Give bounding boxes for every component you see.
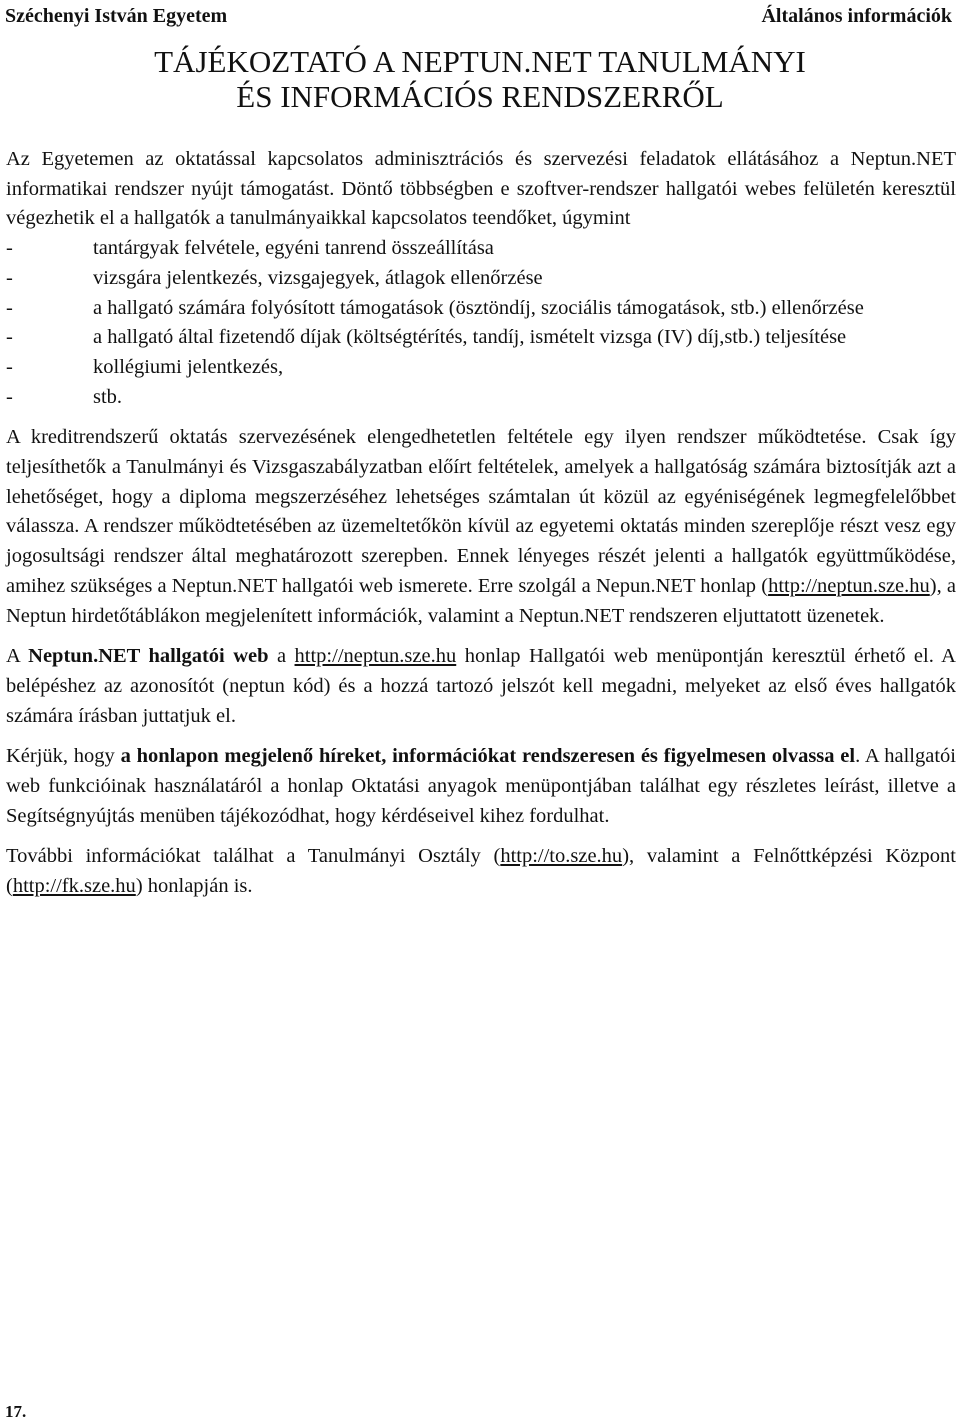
more-info-paragraph: További információkat találhat a Tanulmányi Osztály (http://to.sze.hu), valamint a Felnőttképzési Központ (http://fk.sze.hu) honlapján is. (6, 845, 957, 898)
list-item: - a hallgató számára folyósított támogatások (ösztöndíj, szociális támogatások, stb.) ellenőrzése (6, 296, 864, 319)
credit-system-paragraph: A kreditrendszerű oktatás szervezésének elengedhetetlen feltétele egy ilyen rendszer működtetése. Csak így teljesíthetők a Tanulmányi és Vizsgaszabályzatban előírt feltételek, amelyek a hallgatóság számára biztosítják azt a lehetőséget, hogy a diploma megszerzéséhez lehetséges számtalan út közül az egyéniségének legmegfelelőbbet válassza. A rendszer működtetésében az üzemeltetőkön kívül az egyetemi oktatás minden szereplője részt vesz egy jogosultsági rendszer által meghatározott szerepben. Ennek lényeges részét jelenti a hallgatók együttműködése, amihez szükséges a Neptun.NET hallgatói web ismerete. Erre szolgál a Nepun.NET honlap (http://neptun.sze.hu), a Neptun hirdetőtáblákon megjelenített információk, valamint a Neptun.NET rendszeren eljuttatott üzenetek. (6, 426, 956, 627)
list-item: - stb. (6, 385, 123, 408)
to-link[interactable]: http://to.sze.hu (500, 845, 623, 868)
neptun-link[interactable]: http://neptun.sze.hu (768, 574, 930, 597)
page-number: 17. (5, 1402, 27, 1421)
access-paragraph: A Neptun.NET hallgatói web a http://neptun.sze.hu honlap Hallgatói web menüpontján keresztül érhető el. A belépéshez az azonosítót (neptun kód) és a hozzá tartozó jelszót kell megadni, melyeket az első éves hallgatók számára írásban juttatjuk el. (6, 645, 956, 727)
title-line-2: ÉS INFORMÁCIÓS RENDSZERRŐL (236, 79, 724, 114)
document-title (0, 44, 960, 114)
list-item: - vizsgára jelentkezés, vizsgajegyek, átlagok ellenőrzése (6, 266, 543, 289)
page-header (5, 4, 952, 28)
task-list (6, 234, 956, 412)
list-item: - kollégiumi jelentkezés, (6, 355, 284, 378)
list-item: - a hallgató által fizetendő díjak (költségtérítés, tandíj, ismételt vizsga (IV) díj,stb.) teljesítése (6, 326, 847, 349)
news-paragraph: Kérjük, hogy a honlapon megjelenő híreket, információkat rendszeresen és figyelmesen olvassa el. A hallgatói web funkcióinak használatáról a honlap Oktatási anyagok menüpontjában találhat egy részletes leírást, illetve a Segítségnyújtás menüben tájékozódhat, hogy kérdéseivel kihez fordulhat. (6, 745, 956, 827)
list-item: - tantárgyak felvétele, egyéni tanrend összeállítása (6, 237, 494, 260)
fk-link[interactable]: http://fk.sze.hu (12, 875, 136, 898)
title-line-1: TÁJÉKOZTATÓ A NEPTUN.NET TANULMÁNYI (154, 44, 806, 79)
header-section: Általános információk (761, 5, 952, 27)
neptun-link[interactable]: http://neptun.sze.hu (294, 645, 457, 668)
document-body (6, 145, 956, 902)
header-university: Széchenyi István Egyetem (5, 5, 228, 27)
intro-paragraph: Az Egyetemen az oktatással kapcsolatos adminisztrációs és szervezési feladatok ellátásához a Neptun.NET informatikai rendszer nyújt támogatást. Döntő többségben e szoftver-rendszer hallgatói webes felületén keresztül végezhetik el a hallgatók a tanulmányaikkal kapcsolatos teendőket, úgymint (6, 148, 956, 230)
